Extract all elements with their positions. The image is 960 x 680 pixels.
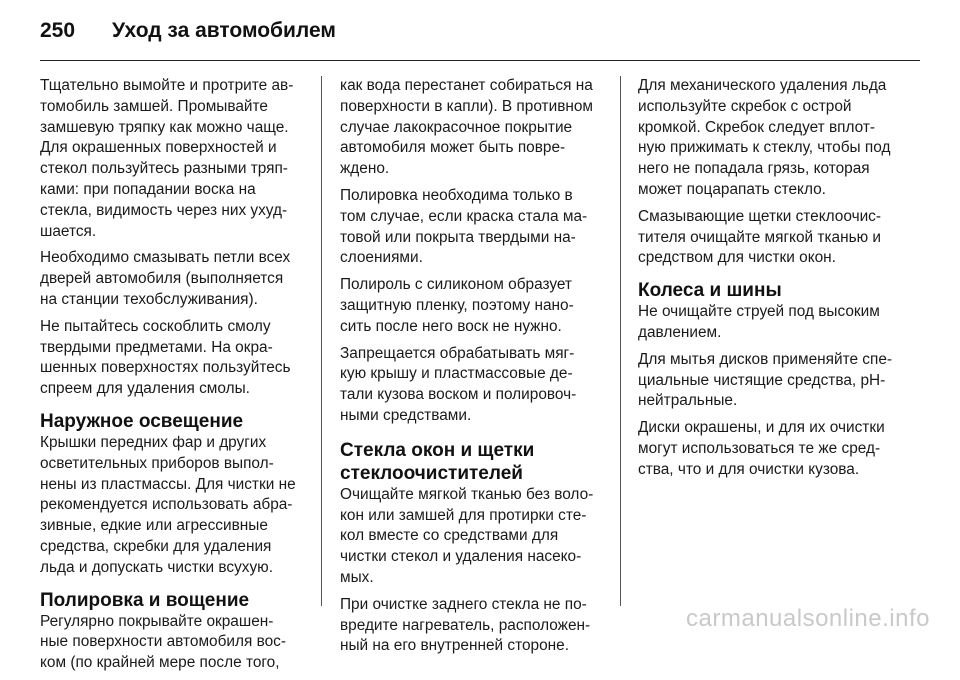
column-divider <box>620 76 621 606</box>
watermark: carmanualsonline.info <box>686 605 930 632</box>
paragraph: Тщательно вымойте и протрите ав- томобиль замшей. Промывайте замшевую тряпку как можно чаще. Для окрашенных поверхностей и стекол пользуйтесь разными тряп- ками: при попадании воска на стекла, видимость через них ухуд- шается. <box>40 77 294 240</box>
paragraph: Запрещается обрабатывать мяг- кую крышу и пластмассовые де- тали кузова воском и полировоч- ными средствами. <box>340 344 577 424</box>
section-heading-polishing: Полировка и вощение <box>40 589 250 611</box>
paragraph: как вода перестанет собираться на поверхности в капли). В противном случае лакокрасочное покрытие автомобиля может быть повре- ждено. <box>340 77 594 178</box>
page-title: Уход за автомобилем <box>112 19 336 42</box>
column-1 <box>40 76 303 680</box>
section-heading-windows-wipers: Стекла окон и щетки стеклоочистителей <box>340 439 535 484</box>
page-number: 250 <box>40 19 76 42</box>
paragraph: Не пытайтесь соскоблить смолу твердыми предметами. На окра- шенных поверхностях пользуйтесь спреем для удаления смолы. <box>40 317 291 398</box>
paragraph: При очистке заднего стекла не по- вредите нагреватель, расположен- ный на его внутренней стороне. <box>340 595 591 655</box>
section-heading-wheels-tires: Колеса и шины <box>638 280 782 302</box>
column-divider <box>321 76 322 606</box>
paragraph: Необходимо смазывать петли всех дверей автомобиля (выполняется на станции техобслуживания). <box>40 249 291 308</box>
paragraph: Регулярно покрывайте окрашен- ные поверхности автомобиля вос- ком (по крайней мере после того, <box>40 612 286 672</box>
paragraph: Смазывающие щетки стеклоочис- тителя очищайте мягкой тканью и средством для чистки окон. <box>638 207 882 267</box>
paragraph: Полироль с силиконом образует защитную пленку, поэтому нано- сить после него воск не нужно. <box>340 276 574 335</box>
section-heading-exterior-lighting: Наружное освещение <box>40 410 244 432</box>
paragraph: Не очищайте струей под высоким давлением. <box>638 303 880 341</box>
page-header <box>40 19 920 43</box>
paragraph: Диски окрашены, и для их очистки могут использоваться те же сред- ства, что и для очистки кузова. <box>638 419 885 478</box>
paragraph: Очищайте мягкой тканью без воло- кон или замшей для протирки сте- кол вместе со средствами для чистки стекол и удаления насеко- мых. <box>340 485 594 586</box>
header-rule <box>40 60 920 61</box>
paragraph: Для механического удаления льда используйте скребок с острой кромкой. Скребок следует вплот- ную прижимать к стеклу, чтобы под него не попадала грязь, которая может поцарапать стекло. <box>638 77 891 198</box>
column-2 <box>340 76 603 663</box>
paragraph: Для мытья дисков применяйте спе- циальные чистящие средства, pH- нейтральные. <box>638 350 893 410</box>
column-3 <box>638 76 901 487</box>
paragraph: Полировка необходима только в том случае, если краска стала ма- товой или покрыта твердыми на- слоениями. <box>340 186 588 267</box>
paragraph: Крышки передних фар и других осветительных приборов выпол- нены из пластмассы. Для чистки не рекомендуется использовать абра- зивные, едкие или агрессивные средства, скребки для удаления льда и допускать чистки всухую. <box>40 433 296 576</box>
